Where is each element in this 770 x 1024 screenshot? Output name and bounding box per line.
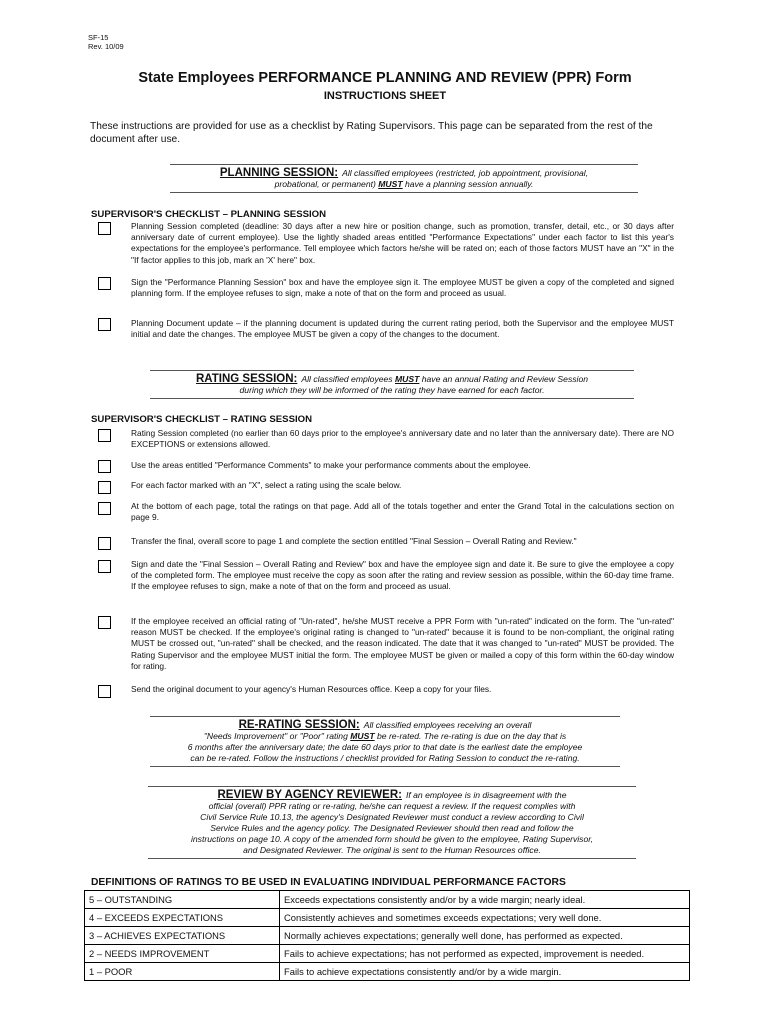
description-cell: Exceeds expectations consistently and/or by a wide margin; nearly ideal. <box>280 891 690 909</box>
page-subtitle: INSTRUCTIONS SHEET <box>323 90 447 102</box>
planning-session-box <box>170 164 638 193</box>
form-id <box>88 33 124 51</box>
definitions-table <box>84 890 690 981</box>
rating-session-box <box>150 370 634 399</box>
review-heading: REVIEW BY AGENCY REVIEWER: <box>217 789 402 801</box>
rating-cell: 2 – NEEDS IMPROVEMENT <box>85 945 280 963</box>
rating-checkbox-3[interactable] <box>98 481 111 494</box>
review-line-6: and Designated Reviewer. The original is sent to the Human Resources office. <box>243 845 541 855</box>
planning-text-c: have a planning session annually. <box>405 179 534 189</box>
planning-checkbox-2[interactable] <box>98 277 111 290</box>
review-line-3: Civil Service Rule 10.13, the agency's Designated Reviewer must conduct a review according to Civil <box>200 812 584 822</box>
planning-text-a: All classified employees (restricted, job appointment, provisional, <box>342 168 589 178</box>
rating-cell: 4 – EXCEEDS EXPECTATIONS <box>85 909 280 927</box>
review-line-5: instructions on page 10. A copy of the amended form should be given to the employee, Rating Supervisor, <box>190 834 594 844</box>
review-line-2: official (overall) PPR rating or re-rating, he/she can request a review. If the request complies with <box>208 801 576 811</box>
rerating-must: MUST <box>350 731 375 741</box>
table-row <box>85 891 690 909</box>
rating-text-c: during which they will be informed of the rating they have earned for each factor. <box>239 385 545 395</box>
review-session-box <box>148 786 636 859</box>
rating-item-5: Transfer the final, overall score to page 1 and complete the section entitled "Final Session – Overall Rating and Review." <box>131 536 577 546</box>
rating-cell: 3 – ACHIEVES EXPECTATIONS <box>85 927 280 945</box>
rating-item-4: At the bottom of each page, total the ratings on that page. Add all of the totals together and enter the Grand Total in the calculations section on page 9. <box>131 501 674 523</box>
description-cell: Consistently achieves and sometimes exceeds expectations; very well done. <box>280 909 690 927</box>
planning-checkbox-3[interactable] <box>98 318 111 331</box>
rating-checkbox-2[interactable] <box>98 460 111 473</box>
rating-text-b: have an annual Rating and Review Session <box>421 374 589 384</box>
rating-item-3: For each factor marked with an "X", select a rating using the scale below. <box>131 480 402 490</box>
table-row <box>85 927 690 945</box>
rating-checkbox-1[interactable] <box>98 429 111 442</box>
rating-item-1: Rating Session completed (no earlier than 60 days prior to the employee's anniversary date and no later than the anniversary date). There are NO EXCEPTIONS or extensions allowed. <box>131 428 674 450</box>
rerating-line-3: 6 months after the anniversary date; the date 60 days prior to that date is the earliest date the employee <box>187 742 583 752</box>
table-row <box>85 963 690 981</box>
rerating-line-1: All classified employees receiving an overall <box>363 720 532 730</box>
planning-checkbox-1[interactable] <box>98 222 111 235</box>
table-row <box>85 945 690 963</box>
rating-text-a: All classified employees <box>301 374 393 384</box>
page-title: State Employees PERFORMANCE PLANNING AND REVIEW (PPR) Form <box>138 70 632 86</box>
rating-checkbox-5[interactable] <box>98 537 111 550</box>
rerating-heading: RE-RATING SESSION: <box>238 719 360 731</box>
rating-checkbox-7[interactable] <box>98 616 111 629</box>
description-cell: Normally achieves expectations; generally well done, has performed as expected. <box>280 927 690 945</box>
rating-checkbox-4[interactable] <box>98 502 111 515</box>
planning-item-3: Planning Document update – if the planning document is updated during the current rating period, both the Supervisor and the employee MUST initial and date the changes. The employee MUST be given a copy of the changes to the document. <box>131 318 674 340</box>
rating-heading: RATING SESSION: <box>195 373 298 385</box>
rerating-line-2a: "Needs Improvement" or "Poor" rating <box>203 731 348 741</box>
planning-item-1: Planning Session completed (deadline: 30 days after a new hire or position change, such as promotion, transfer, detail, etc., or 30 days after anniversary date of current employee). Use the lightly shaded areas entitled "Performance Expectations" under each factor to list this year's expectations for the employee's performance. Tell employee which factors he/she will be rated on; each of those factors MUST have an "X" in the "If factor applies to this job, mark an 'X' here" box. <box>131 221 674 265</box>
rating-checklist-title: SUPERVISOR'S CHECKLIST – RATING SESSION <box>91 414 313 425</box>
review-line-1: If an employee is in disagreement with the <box>405 790 567 800</box>
review-line-4: Service Rules and the agency policy. The Designated Reviewer should then read and follow the <box>210 823 574 833</box>
rerating-session-box <box>150 716 620 767</box>
intro-paragraph: These instructions are provided for use as a checklist by Rating Supervisors. This page can be separated from the rest of the document after use. <box>90 121 653 145</box>
table-row <box>85 909 690 927</box>
rating-item-2: Use the areas entitled "Performance Comments" to make your performance comments about the employee. <box>131 460 531 470</box>
planning-heading: PLANNING SESSION: <box>219 167 339 179</box>
planning-must: MUST <box>378 179 403 189</box>
rating-item-6: Sign and date the "Final Session – Overall Rating and Review" box and have the employee sign and date it. Be sure to give the employee a copy of the completed form. The employee must receive the copy as soon after the rating and review session as possible, within the 60-day time frame. If the employee refuses to sign, make a note of that on the form and proceed as usual. <box>131 559 674 592</box>
planning-checklist-title: SUPERVISOR'S CHECKLIST – PLANNING SESSION <box>91 209 327 220</box>
rating-item-8: Send the original document to your agency's Human Resources office. Keep a copy for your files. <box>131 684 492 694</box>
description-cell: Fails to achieve expectations consistently and/or by a wide margin. <box>280 963 690 981</box>
description-cell: Fails to achieve expectations; has not performed as expected, improvement is needed. <box>280 945 690 963</box>
rating-item-7: If the employee received an official rating of "Un-rated", he/she MUST receive a PPR Form with "un-rated" indicated on the form. The "un-rated" reason MUST be checked. If the employee's original rating is changed to "un-rated" because it is found to be non-compliant, the original rating MUST be crossed out, "un-rated" shall be checked, and the reason indicated. The date that it was changed to "un-rated" MUST be provided. The Rating Supervisor and the employee MUST initial the form. The employee MUST be given or mailed a copy of this form within the 60-day window for rating. <box>131 616 674 671</box>
rating-must: MUST <box>395 374 420 384</box>
definitions-title: DEFINITIONS OF RATINGS TO BE USED IN EVALUATING INDIVIDUAL PERFORMANCE FACTORS <box>91 877 566 888</box>
rating-checkbox-8[interactable] <box>98 685 111 698</box>
form-number: SF-15 <box>88 33 109 42</box>
rating-checkbox-6[interactable] <box>98 560 111 573</box>
planning-item-2: Sign the "Performance Planning Session" box and have the employee sign it. The employee MUST be given a copy of the completed and signed planning form. If the employee refuses to sign, make a note of that on the form and proceed as usual. <box>131 277 674 299</box>
form-revision: Rev. 10/09 <box>88 42 124 51</box>
planning-text-b: probational, or permanent) <box>274 179 376 189</box>
rating-cell: 5 – OUTSTANDING <box>85 891 280 909</box>
rating-cell: 1 – POOR <box>85 963 280 981</box>
rerating-line-4: can be re-rated. Follow the instructions / checklist provided for Rating Session to conduct the re-rating. <box>190 753 580 763</box>
rerating-line-2b: be re-rated. The re-rating is due on the day that is <box>377 731 567 741</box>
